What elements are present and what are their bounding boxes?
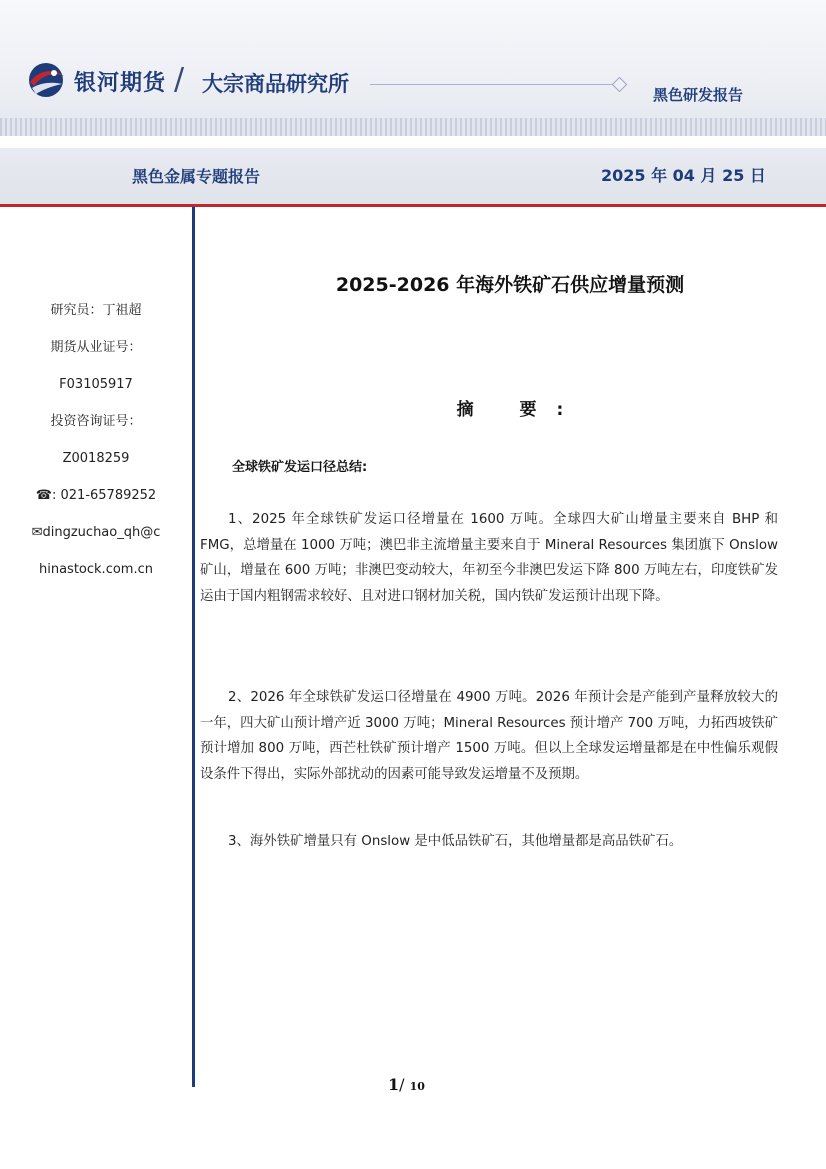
abstract-heading: 摘 要:: [456, 400, 584, 420]
page-separator: /: [399, 1075, 405, 1094]
header-rule: [370, 84, 614, 85]
email-contact-line2[interactable]: hinastock.com.cn: [39, 562, 153, 577]
report-date: 2025 年 04 月 25 日: [601, 166, 766, 185]
page-indicator: [388, 1075, 425, 1094]
report-category: 黑色金属专题报告: [132, 167, 261, 186]
invest-cert-number: Z0018259: [62, 451, 130, 466]
summary-paragraph-3: 3、海外铁矿增量只有 Onslow 是中低品铁矿石，其他增量都是高品铁矿石。: [228, 834, 683, 850]
brand-divider: /: [174, 62, 185, 97]
sidebar-divider: [192, 207, 195, 1087]
subbar-red-rule: [0, 204, 826, 207]
email-contact-line1[interactable]: ✉dingzuchao_qh@c: [31, 525, 161, 540]
report-title: 2025-2026 年海外铁矿石供应增量预测: [335, 274, 685, 296]
futures-cert-number: F03105917: [59, 377, 133, 392]
page-total: 10: [409, 1080, 425, 1093]
phone-contact: ☎: 021-65789252: [35, 488, 157, 503]
brand-name: 银河期货: [74, 71, 167, 96]
page-current: 1: [388, 1075, 400, 1094]
report-type: 黑色研发报告: [653, 86, 744, 104]
summary-paragraph-2: 2、2026 年全球铁矿发运口径增量在 4900 万吨。2026 年预计会是产能到产量释放较大的一年，四大矿山预计增产近 3000 万吨；Mineral Resources 预计增产 700 万吨，力拓西坡铁矿预计增加 800 万吨，西芒杜铁矿预计增产 1500 万吨。但以上全球发运增量都是在中性偏乐观假设条件下得出，实际外部扰动的因素可能导致发运增量不及预期。: [200, 690, 778, 782]
author-sidebar: [0, 292, 192, 588]
galaxy-futures-logo-icon: [24, 60, 68, 100]
summary-paragraph-1: 1、2025 年全球铁矿发运口径增量在 1600 万吨。全球四大矿山增量主要来自 BHP 和 FMG，总增量在 1000 万吨；澳巴非主流增量主要来自于 Mineral Resources 集团旗下 Onslow 矿山，增量在 600 万吨；非澳巴变动较大，年初至今非澳巴发运下降 800 万吨左右，印度铁矿发运由于国内粗钢需求较好、且对进口钢材加关税，国内铁矿发运预计出现下降。: [200, 512, 778, 604]
institute-name: 大宗商品研究所: [202, 72, 349, 96]
section-heading: 全球铁矿发运口径总结:: [232, 460, 368, 475]
header-stripe-decoration: [0, 118, 826, 136]
invest-cert-label: 投资咨询证号：: [50, 414, 142, 429]
futures-cert-label: 期货从业证号：: [50, 340, 142, 355]
researcher-name: 研究员：丁祖超: [50, 303, 142, 318]
